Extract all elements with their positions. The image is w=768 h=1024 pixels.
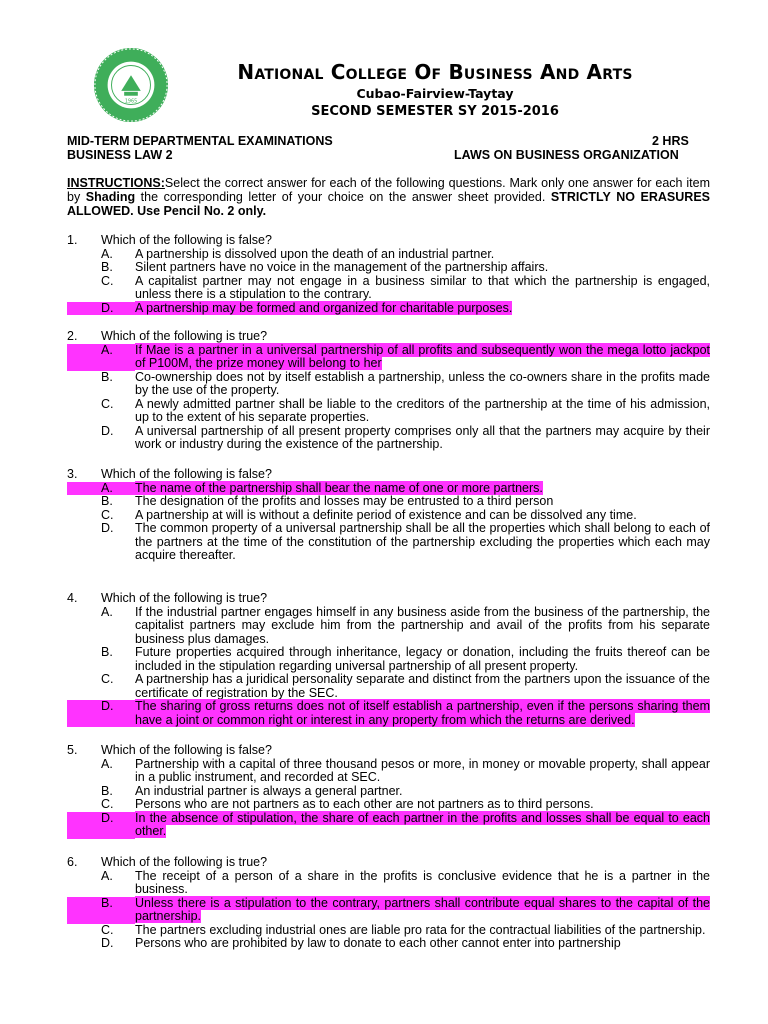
campus-list: Cubao-Fairview-Taytay <box>356 86 514 101</box>
option-text: A newly admitted partner shall be liable to the creditors of the partnership at the time of his admission, up to the extent of his separate properties. <box>135 396 710 424</box>
option-text: Partnership with a capital of three thousand pesos or more, in money or movable property, shall appear in a public instrument, and recorded at SEC. <box>135 756 710 784</box>
option-letter: D. <box>101 423 114 438</box>
exam-topic: LAWS ON BUSINESS ORGANIZATION <box>454 148 679 162</box>
answer-option <box>67 275 710 302</box>
exam-subject: BUSINESS LAW 2 <box>67 148 173 162</box>
question-item <box>67 856 710 951</box>
question-item <box>67 234 710 315</box>
option-text: Future properties acquired through inheritance, legacy or donation, including the fruits thereof can be included in the stipulation regarding universal partnership of all present property. <box>135 645 710 673</box>
question-text: Which of the following is true? <box>101 329 268 343</box>
question-item <box>67 330 710 452</box>
option-text: The receipt of a person of a share in the profits is conclusive evidence that he is a partner in the business. <box>135 868 710 896</box>
option-text: The partners excluding industrial ones are liable pro rata for the contractual liabilities of the partnership. <box>135 922 706 937</box>
exam-duration: 2 HRS <box>652 134 689 148</box>
instructions-label: INSTRUCTIONS: <box>67 176 165 190</box>
option-text <box>135 302 710 316</box>
question-item <box>67 744 710 839</box>
option-letter: D. <box>67 812 135 839</box>
option-letter: C. <box>101 273 114 288</box>
question-text: Which of the following is true? <box>101 855 268 869</box>
option-text <box>135 700 710 727</box>
answer-option-highlighted <box>67 897 710 924</box>
option-letter: D. <box>101 936 114 950</box>
option-text: A partnership has a juridical personality separate and distinct from the partners upon the issuance of the certificate of registration by the SEC. <box>135 672 710 700</box>
option-letter: C. <box>101 797 114 811</box>
option-text: Persons who are not partners as to each other are not partners as to third persons. <box>135 797 594 811</box>
answer-option <box>67 371 710 398</box>
highlight-mark: In the absence of stipulation, the share of each partner in the profits and losses shall be equal to each other. <box>135 810 710 838</box>
question-text: Which of the following is true? <box>101 591 268 605</box>
option-text: Persons who are prohibited by law to donate to each other cannot enter into partnership <box>135 936 621 950</box>
question-text: Which of the following is false? <box>101 743 272 757</box>
answer-option <box>67 673 710 700</box>
question-number: 1. <box>67 233 78 247</box>
option-letter: B. <box>101 494 113 508</box>
option-text <box>135 897 710 924</box>
answer-option-highlighted <box>67 700 710 727</box>
question-text: Which of the following is false? <box>101 233 272 247</box>
option-letter: A. <box>101 246 113 261</box>
highlight-mark: If Mae is a partner in a universal partnership of all profits and subsequently won the mega lotto jackpot of P100M, the prize money will belong to her <box>135 342 710 370</box>
instructions-block <box>67 176 710 218</box>
option-text: Co-ownership does not by itself establish a partnership, unless the co-owners share in the profits made by the use of the property. <box>135 369 710 397</box>
highlight-mark: Unless there is a stipulation to the contrary, partners shall contribute equal shares to the capital of the partnership. <box>135 895 710 923</box>
answer-option <box>67 798 710 812</box>
answer-option <box>67 261 710 275</box>
question-number: 5. <box>67 743 78 757</box>
option-text: A universal partnership of all present property comprises only all that the partners may acquire by their work or industry during the existence of the partnership. <box>135 423 710 451</box>
option-text: A capitalist partner may not engage in a business similar to that which the partnership is engaged, unless there is a stipulation to the contrary. <box>135 273 710 301</box>
college-seal-logo <box>92 46 170 124</box>
instructions-text-2: the corresponding letter of your choice on the answer sheet provided. <box>135 190 551 204</box>
option-letter: A. <box>101 868 113 883</box>
answer-option <box>67 398 710 425</box>
option-letter: D. <box>101 521 114 535</box>
option-letter: A. <box>101 756 113 771</box>
highlight-mark: The sharing of gross returns does not of itself establish a partnership, even if the persons sharing them have a joint or common right or interest in any property from which the returns are derived. <box>135 699 710 727</box>
answer-option-highlighted <box>67 344 710 371</box>
option-letter: D. <box>67 700 135 727</box>
option-letter: C. <box>101 922 114 937</box>
semester-label: SECOND SEMESTER SY 2015-2016 <box>311 104 559 119</box>
question-number: 6. <box>67 855 78 869</box>
option-text: The designation of the profits and losses may be entrusted to a third person <box>135 494 554 508</box>
highlight-mark: A partnership may be formed and organized for charitable purposes. <box>135 300 513 315</box>
answer-option <box>67 785 710 799</box>
answer-option-highlighted <box>67 302 710 316</box>
question-text: Which of the following is false? <box>101 467 272 481</box>
highlight-mark: The name of the partnership shall bear the name of one or more partners. <box>135 480 543 495</box>
question-number: 2. <box>67 329 78 343</box>
option-letter: A. <box>101 604 113 619</box>
answer-option <box>67 937 710 951</box>
option-text: The common property of a universal partnership shall be all the properties which shall belong to each of the partners at the time of the constitution of the partnership excluding the properties which each may acquire thereafter. <box>135 521 710 562</box>
option-text: Silent partners have no voice in the management of the partnership affairs. <box>135 260 549 274</box>
option-letter: B. <box>101 369 113 384</box>
option-letter: B. <box>101 645 113 659</box>
answer-option <box>67 522 710 563</box>
option-letter: A. <box>67 344 135 371</box>
answer-option <box>67 870 710 897</box>
option-letter: C. <box>101 507 114 522</box>
option-text: A partnership is dissolved upon the death of an industrial partner. <box>135 246 495 261</box>
option-letter: A. <box>67 482 135 496</box>
option-letter: B. <box>67 897 135 924</box>
instructions-text-1: Select the correct answer for each of the following questions. Mark only one answer for each item by <box>67 176 710 204</box>
option-letter: C. <box>101 672 114 686</box>
instructions-shading: Shading <box>85 190 136 204</box>
option-text: If the industrial partner engages himself in any business aside from the business of the partnership, the capitalist partners may exclude him from the partnership and avail of the profits from his separate business plus damages. <box>135 604 710 646</box>
college-name: National College Of Business And Arts <box>237 60 633 84</box>
option-letter: D. <box>67 302 135 316</box>
instructions-strict: STRICTLY NO ERASURES ALLOWED. Use Pencil No. 2 only. <box>67 190 710 218</box>
answer-option <box>67 509 710 523</box>
question-number: 3. <box>67 467 78 481</box>
exam-title: MID-TERM DEPARTMENTAL EXAMINATIONS <box>67 134 333 148</box>
answer-option <box>67 248 710 262</box>
question-item <box>67 468 710 563</box>
option-text <box>135 812 710 839</box>
question-item <box>67 592 710 727</box>
answer-option <box>67 924 710 938</box>
answer-option <box>67 646 710 673</box>
option-text <box>135 344 710 371</box>
answer-option <box>67 606 710 647</box>
option-text <box>135 482 710 496</box>
answer-option <box>67 495 710 509</box>
option-text: An industrial partner is always a general partner. <box>135 783 403 798</box>
question-number: 4. <box>67 591 78 605</box>
option-letter: B. <box>101 260 113 274</box>
option-letter: B. <box>101 783 113 798</box>
seal-year: 1965 <box>124 98 138 105</box>
answer-option <box>67 758 710 785</box>
option-text: A partnership at will is without a definite period of existence and can be dissolved any time. <box>135 507 637 522</box>
option-letter: C. <box>101 396 114 411</box>
answer-option <box>67 425 710 452</box>
answer-option-highlighted <box>67 812 710 839</box>
answer-option-highlighted <box>67 482 710 496</box>
